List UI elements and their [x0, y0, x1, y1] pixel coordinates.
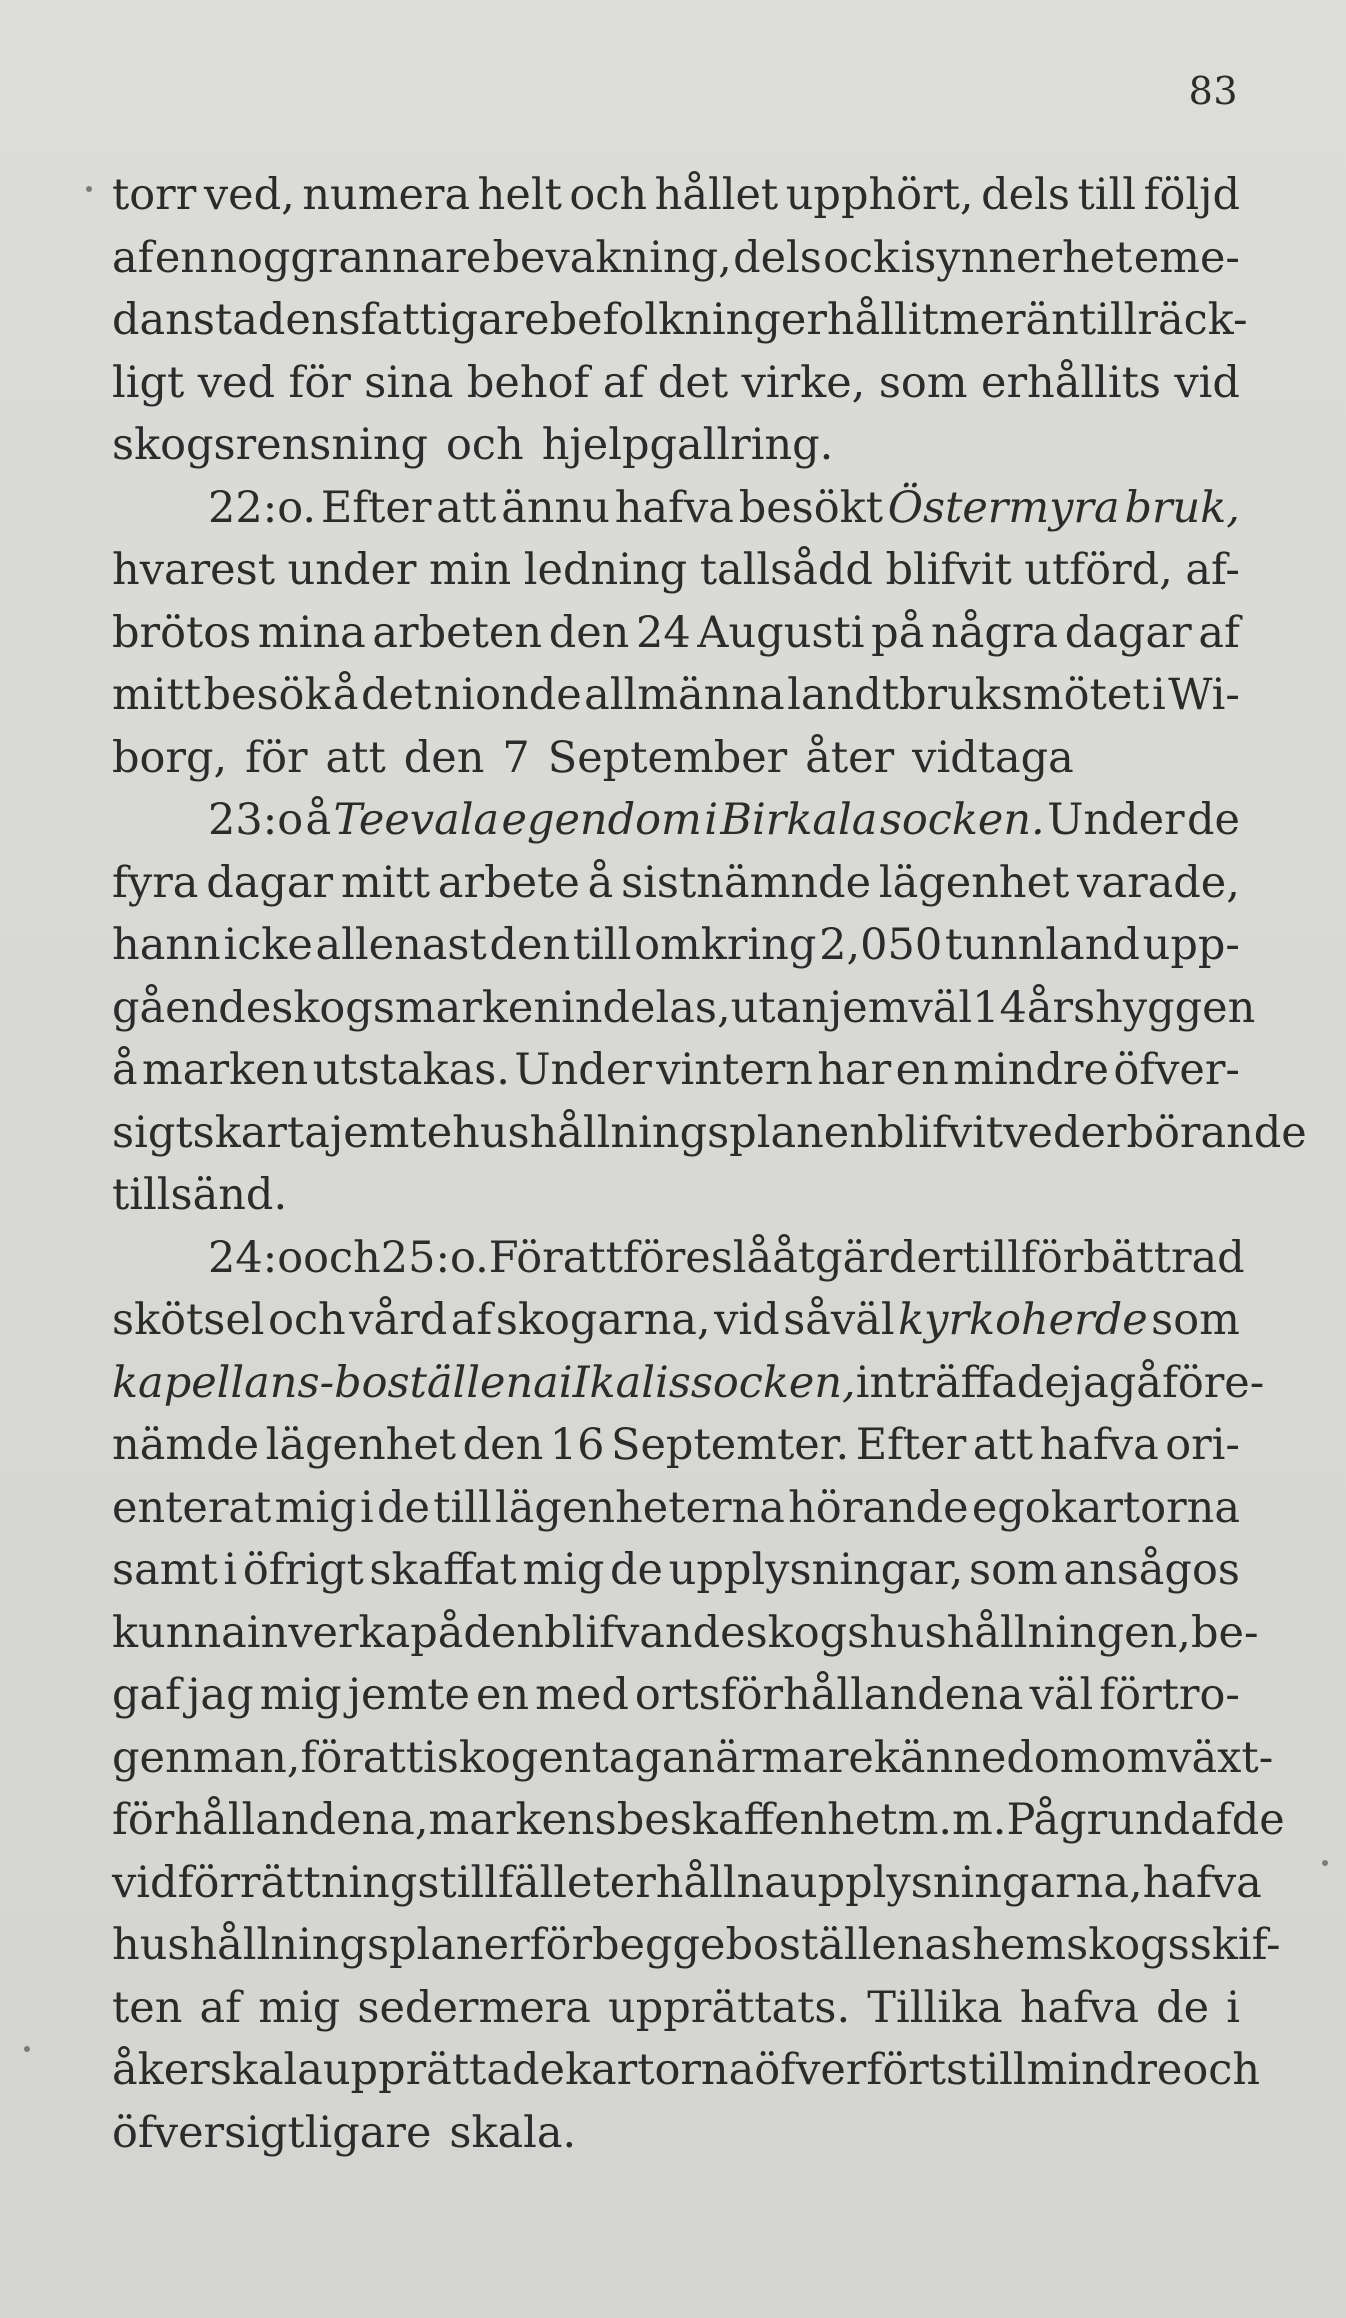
word: dagar: [206, 857, 334, 908]
word: socken,: [690, 1357, 856, 1408]
word: Septemter.: [611, 1420, 850, 1470]
word: gen: [112, 1732, 193, 1783]
word: kyrkoherde: [898, 1295, 1148, 1345]
word: åter: [805, 732, 895, 783]
text-line: [112, 1789, 1285, 1852]
word: inträffade: [855, 1357, 1070, 1408]
word: upplysningar,: [668, 1545, 964, 1595]
word: vid: [112, 1857, 178, 1908]
word: eme-: [1133, 232, 1240, 283]
word: och: [268, 1295, 346, 1345]
specks: [24, 2046, 30, 2052]
word: ock: [823, 232, 900, 283]
word: gående: [112, 982, 272, 1033]
word: de: [1156, 1982, 1210, 2033]
word: jemte: [347, 1670, 470, 1720]
word: sina: [364, 357, 454, 408]
word: helt: [477, 170, 562, 220]
word: ännu: [501, 482, 610, 533]
text-line: [112, 914, 1240, 977]
word: vård: [349, 1295, 448, 1345]
word: dagar: [1064, 607, 1192, 658]
word: skala.: [449, 2107, 577, 2158]
text-line: [112, 2102, 1240, 2165]
text-line: [112, 1539, 1240, 1602]
word: Teevala: [333, 795, 500, 845]
word: kartorna: [564, 2045, 755, 2095]
text-line: [112, 727, 1240, 790]
word: de: [376, 1482, 430, 1533]
word: växt-: [1167, 1732, 1274, 1783]
word: ligt: [112, 357, 185, 408]
word: förtro-: [1099, 1670, 1240, 1720]
specks: [86, 186, 92, 192]
word: den: [463, 1607, 545, 1658]
word: i: [1152, 670, 1166, 720]
word: förrättningstillfället: [177, 1857, 610, 1908]
word: vederbörande: [1003, 1107, 1307, 1158]
word: väl: [1029, 1670, 1094, 1720]
word: som: [878, 357, 968, 408]
text-line: [112, 852, 1240, 915]
word: hörande: [788, 1482, 969, 1533]
word: mer: [938, 295, 1026, 345]
word: utan: [730, 982, 829, 1033]
word: hjelpgallring.: [541, 420, 834, 470]
word: tallsådd: [699, 545, 873, 595]
word: jag: [1069, 1357, 1137, 1408]
word: ori-: [1165, 1420, 1240, 1470]
word: Östermyra: [887, 482, 1120, 533]
word: hafva: [1142, 1857, 1262, 1908]
word: en: [895, 1045, 949, 1095]
word: stadens: [192, 295, 361, 345]
word: å: [112, 1045, 138, 1095]
word: att: [362, 1732, 424, 1783]
word: för: [245, 732, 308, 783]
word: ved,: [203, 170, 295, 220]
word: 2,050: [819, 920, 943, 970]
word: Under: [1047, 795, 1185, 845]
word: mig: [274, 1482, 357, 1533]
word: vidtaga: [912, 732, 1074, 783]
word: sedermera: [357, 1982, 591, 2033]
text-line: [112, 789, 1240, 852]
word: m.: [897, 1795, 953, 1845]
specks: [1322, 1860, 1328, 1866]
word: egendom: [501, 795, 702, 845]
word: de: [1187, 795, 1240, 845]
word: jemväl: [828, 982, 973, 1033]
word: tunnland: [944, 920, 1140, 970]
word: boställenas: [725, 1920, 973, 1970]
word: beskaffenhet: [616, 1795, 898, 1845]
word: 16: [549, 1420, 605, 1470]
word: Birkala: [720, 795, 878, 845]
word: blifvande: [544, 1607, 746, 1658]
word: behof: [466, 357, 590, 408]
word: med: [535, 1670, 629, 1720]
text-line: [112, 1852, 1262, 1915]
word: noggrannare: [209, 232, 492, 283]
word: på: [871, 607, 925, 658]
text-line: [112, 602, 1240, 665]
word: boställena: [334, 1357, 559, 1408]
word: virke,: [741, 357, 866, 408]
word: blifvit: [876, 1107, 1004, 1158]
word: och: [1182, 2045, 1261, 2095]
text-line: [112, 1727, 1274, 1790]
word: kunna: [112, 1607, 247, 1658]
word: mig: [259, 1670, 342, 1720]
word: åkerskala: [112, 2045, 323, 2095]
word: vid: [1174, 357, 1240, 408]
word: lägenhet: [265, 1420, 457, 1470]
word: ten: [112, 1982, 183, 2033]
text-line: [112, 2039, 1261, 2102]
word: egokartorna: [971, 1482, 1240, 1533]
word: allenast: [315, 920, 487, 970]
word: i: [704, 795, 718, 845]
word: sigtskarta: [112, 1107, 330, 1158]
word: upprättade: [322, 2045, 565, 2095]
text-line: [112, 1227, 1245, 1290]
word: min: [429, 545, 512, 595]
word: besökt: [738, 482, 883, 533]
word: den: [489, 920, 571, 970]
text-line: [112, 1477, 1240, 1540]
word: än: [1025, 295, 1079, 345]
text-line: [112, 664, 1240, 727]
word: skogen: [436, 1732, 592, 1783]
word: hafva: [614, 482, 734, 533]
text-line: [112, 414, 1240, 477]
text-line: [112, 477, 1240, 540]
text-line: [112, 1977, 1240, 2040]
word: nionde: [433, 670, 582, 720]
word: September: [547, 732, 788, 783]
text-line: [112, 1039, 1240, 1102]
word: lägenheterna: [495, 1482, 785, 1533]
word: skogsrensning: [112, 420, 429, 470]
word: ortsförhållandena: [634, 1670, 1024, 1720]
word: tillräck-: [1078, 295, 1248, 345]
word: i: [558, 1357, 573, 1408]
word: skötsel: [112, 1295, 265, 1345]
word: som: [969, 1545, 1058, 1595]
word: mindre: [1026, 2045, 1183, 2095]
word: På: [1006, 1795, 1060, 1845]
word: Ikalis: [572, 1357, 691, 1408]
word: Augusti: [697, 607, 865, 658]
word: gaf: [112, 1670, 182, 1720]
word: för: [300, 1732, 363, 1783]
word: Tillika: [867, 1982, 1003, 2033]
word: indelas,: [561, 982, 731, 1033]
word: omkring: [634, 920, 817, 970]
word: markens: [428, 1795, 617, 1845]
word: förhållandena,: [112, 1795, 429, 1845]
word: inverka: [246, 1607, 411, 1658]
word: vid: [714, 1295, 780, 1345]
word: mitt: [112, 670, 202, 720]
word: den: [548, 607, 630, 658]
text-line: [112, 1602, 1259, 1665]
word: 14: [972, 982, 1027, 1033]
word: följd: [1143, 170, 1240, 220]
word: socken.: [879, 795, 1045, 845]
word: af: [199, 1982, 242, 2033]
word: förbättrad: [1020, 1232, 1245, 1283]
text-line: [112, 539, 1240, 602]
word: under: [287, 545, 417, 595]
word: för: [529, 1920, 592, 1970]
word: en: [475, 1670, 530, 1720]
body-text: [112, 164, 1307, 2164]
word: 23:o: [208, 795, 304, 845]
word: samt: [112, 1545, 218, 1595]
word: det: [657, 357, 729, 408]
word: jag: [187, 1670, 254, 1720]
word: tillsänd.: [112, 1170, 288, 1220]
word: fyra: [112, 857, 199, 908]
word: befolkning: [549, 295, 781, 345]
word: till: [1077, 170, 1137, 220]
word: hafva: [1039, 1420, 1159, 1470]
word: ved: [197, 357, 276, 408]
word: hafva: [1019, 1982, 1139, 2033]
word: att: [562, 1232, 623, 1283]
word: erhållit: [780, 295, 939, 345]
word: fattigare: [360, 295, 550, 345]
word: jemte: [329, 1107, 453, 1158]
text-line: [112, 1414, 1240, 1477]
word: mina: [257, 607, 366, 658]
word: har: [817, 1045, 892, 1095]
word: å: [1136, 1357, 1162, 1408]
word: erhållna: [609, 1857, 790, 1908]
word: Efter: [320, 482, 432, 533]
word: af: [602, 357, 645, 408]
word: icke: [223, 920, 313, 970]
word: allmänna: [584, 670, 785, 720]
word: isynnerhet: [900, 232, 1133, 283]
word: 7: [502, 732, 530, 783]
word: öfversigtligare: [112, 2107, 432, 2158]
word: årshyggen: [1026, 982, 1256, 1033]
word: utförd,: [1024, 545, 1173, 595]
word: en: [154, 232, 209, 283]
word: att: [436, 482, 497, 533]
word: den: [462, 1420, 544, 1470]
text-line: [112, 1664, 1240, 1727]
text-line: [112, 352, 1240, 415]
word: arbeten: [372, 607, 543, 658]
word: varade,: [1077, 857, 1240, 908]
word: att: [972, 1420, 1034, 1470]
word: man,: [192, 1732, 301, 1783]
word: och: [569, 170, 648, 220]
word: mig: [258, 1982, 341, 2033]
word: å: [332, 670, 359, 720]
word: bevakning,: [492, 232, 732, 283]
word: närmare: [687, 1732, 874, 1783]
word: arbete: [437, 857, 580, 908]
word: utstakas.: [312, 1045, 510, 1095]
text-line: [112, 977, 1256, 1040]
word: af: [1198, 607, 1240, 658]
page-number: 83: [1188, 69, 1238, 113]
word: att: [325, 732, 386, 783]
word: Wi-: [1168, 670, 1240, 720]
word: grund: [1059, 1795, 1191, 1845]
text-line: [112, 1102, 1307, 1165]
word: och: [446, 420, 524, 470]
word: sistnämnde: [621, 857, 872, 908]
word: torr: [112, 170, 197, 220]
word: det: [360, 670, 432, 720]
word: några: [931, 607, 1059, 658]
word: mitt: [340, 857, 431, 908]
word: dels: [733, 232, 822, 283]
word: af: [450, 1295, 493, 1345]
word: hemskogsskif-: [972, 1920, 1281, 1970]
word: skaffat: [369, 1545, 517, 1595]
text-line: [112, 1352, 1265, 1415]
word: såväl: [783, 1295, 895, 1345]
word: till: [962, 1232, 1021, 1283]
word: hållet: [654, 170, 779, 220]
text-line: [112, 164, 1240, 227]
word: skogsmarken: [271, 982, 562, 1033]
word: mindre: [953, 1045, 1109, 1095]
word: kapellans-: [112, 1357, 335, 1408]
word: skogarna,: [495, 1295, 711, 1345]
word: 24:o: [208, 1232, 304, 1283]
word: vintern: [656, 1045, 813, 1095]
word: de: [1231, 1795, 1285, 1845]
word: före-: [1161, 1357, 1265, 1408]
word: för: [288, 357, 351, 408]
word: skogshushållningen,: [745, 1607, 1191, 1658]
word: ansågos: [1063, 1545, 1240, 1595]
word: borg,: [112, 732, 228, 783]
word: kännedom: [873, 1732, 1101, 1783]
word: om: [1100, 1732, 1168, 1783]
text-line: [112, 1914, 1281, 1977]
word: på: [410, 1607, 464, 1658]
word: å: [587, 857, 614, 908]
word: begge: [592, 1920, 726, 1970]
word: enterat: [112, 1482, 272, 1533]
text-line: [112, 1289, 1240, 1352]
word: upplysningarna,: [789, 1857, 1143, 1908]
word: till: [433, 1482, 492, 1533]
word: För: [488, 1232, 563, 1283]
word: af: [112, 232, 154, 283]
word: be-: [1190, 1607, 1259, 1658]
word: marken: [142, 1045, 309, 1095]
word: af: [1190, 1795, 1232, 1845]
word: öfver-: [1113, 1045, 1240, 1095]
word: upprättats.: [608, 1982, 851, 2033]
word: föreslå: [622, 1232, 773, 1283]
word: å: [305, 795, 332, 845]
word: 22:o.: [208, 482, 317, 533]
word: dan: [112, 295, 193, 345]
text-line: [112, 1164, 1240, 1227]
word: de: [610, 1545, 664, 1595]
word: dels: [981, 170, 1070, 220]
word: af-: [1185, 545, 1240, 595]
word: taga: [591, 1732, 688, 1783]
word: i: [423, 1732, 437, 1783]
word: som: [1151, 1295, 1240, 1345]
word: hushållningsplaner: [112, 1920, 530, 1970]
word: hann: [112, 920, 221, 970]
word: m.: [952, 1795, 1007, 1845]
word: och: [303, 1232, 381, 1283]
text-line: [112, 227, 1240, 290]
word: den: [403, 732, 485, 783]
word: 24: [636, 607, 691, 658]
word: numera: [302, 170, 471, 220]
word: mig: [522, 1545, 605, 1595]
word: hushållningsplanen: [452, 1107, 877, 1158]
word: öfverförts: [754, 2045, 969, 2095]
word: hvarest: [112, 545, 275, 595]
word: i: [359, 1482, 374, 1533]
word: till: [572, 920, 632, 970]
word: nämde: [112, 1420, 260, 1470]
word: i: [223, 1545, 238, 1595]
word: Efter: [855, 1420, 967, 1470]
word: bruk,: [1124, 482, 1240, 533]
word: brötos: [112, 607, 252, 658]
word: ledning: [523, 545, 688, 595]
word: upphört,: [785, 170, 974, 220]
word: åtgärder: [772, 1232, 963, 1283]
word: erhållits: [981, 357, 1161, 408]
word: i: [1226, 1982, 1240, 2033]
word: landtbruksmötet: [787, 670, 1150, 720]
word: upp-: [1142, 920, 1240, 970]
text-line: [112, 289, 1248, 352]
word: 25:o.: [380, 1232, 489, 1283]
word: blifvit: [885, 545, 1012, 595]
word: Under: [514, 1045, 652, 1095]
word: besök: [203, 670, 331, 720]
word: till: [968, 2045, 1027, 2095]
word: lägenhet: [878, 857, 1070, 908]
word: öfrigt: [242, 1545, 364, 1595]
